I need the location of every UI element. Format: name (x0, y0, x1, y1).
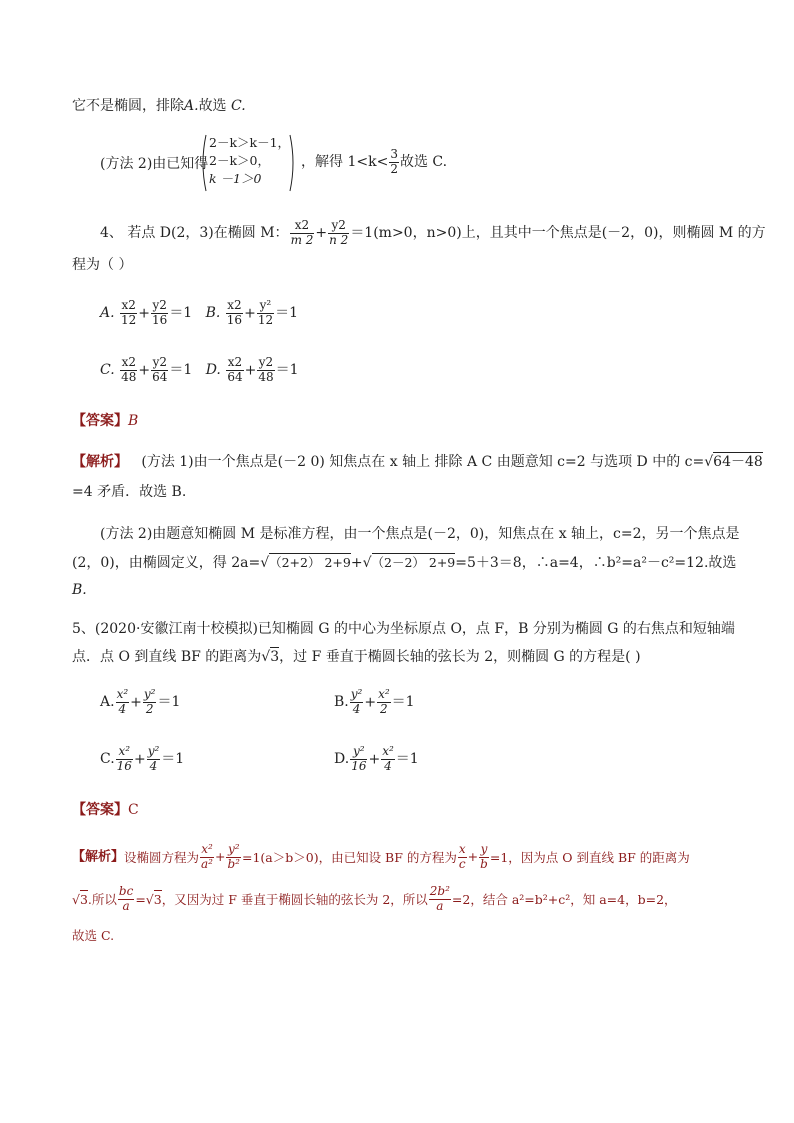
fraction: $\frac{\text{x²}}{4}$ (116, 687, 129, 716)
sqrt-icon: √ (260, 555, 270, 571)
sqrt-content: （2－2） 2+9 (371, 555, 456, 570)
option-b-label: B. (334, 693, 349, 710)
left-paren-icon (199, 134, 207, 192)
fraction: $\frac{y}{b}$ (480, 842, 488, 871)
q5-analysis-line-3: 故选 C. (72, 928, 115, 943)
option-d-label: D. (334, 750, 350, 767)
option-c-label: C. (100, 361, 115, 378)
question-4-line-2: 程为（ ） (72, 257, 133, 273)
q5-option-c: C. $\frac{\text{x²}}{16}$ + $\frac{\text{y²}}{4}$ ＝1 (100, 744, 185, 773)
text: =5＋3＝8，∴a=4，∴b²=a²－c²=12.故选 (455, 555, 737, 571)
option-c-label: C. (100, 750, 115, 767)
system-row-1: 2－k＞k－1， (209, 135, 291, 150)
text: 它不是椭圆，排除 (72, 98, 184, 114)
q5-option-a: A. $\frac{\text{x²}}{4}$ + $\frac{\text{y²}}{2}$ ＝1 (100, 687, 181, 716)
text: 点．点 O 到直线 BF 的距离为 (72, 649, 262, 665)
q5-analysis-line-1: 【解析】设椭圆方程为 $\frac{\text{x²}}{\text{a²}}$ + $\frac{\text{y²}}{\text{b²}}$ =1(a＞b＞0)，由已知设 BF 的方程为 $\frac{x}{c}$ + $\frac{y}{b}$ =1，因为点 O 到直线 BF 的距离为 (72, 842, 690, 871)
sqrt-icon: √ (362, 555, 372, 571)
q4-analysis-line-5: B. (72, 582, 87, 598)
fraction: $\frac{3}{2}$ (390, 147, 398, 176)
fraction: $\frac{bc}{a}$ (118, 884, 134, 913)
text-line-1 (72, 99, 246, 113)
fraction: $\frac{\text{x²}}{2}$ (378, 687, 390, 716)
q5-option-d: D. $\frac{\text{y²}}{16}$ + $\frac{\text{x²}}{4}$ ＝1 (334, 744, 419, 773)
equation-system (199, 134, 299, 192)
option-ref: A. (184, 98, 199, 114)
q4-analysis-line-3: (方法 2)由题意知椭圆 M 是标准方程，由一个焦点是(－2，0)，知焦点在 x 轴上，c=2，另一个焦点是 (100, 526, 740, 542)
fraction: $\frac{y2}{n 2}$ (329, 218, 349, 247)
method2-result (301, 148, 447, 177)
fraction: $\frac{y2}{16}$ (152, 298, 168, 327)
right-paren-icon (289, 134, 297, 192)
fraction: $\frac{\text{y²}}{16}$ (351, 744, 367, 773)
q5-analysis-line-2: √3.所以 $\frac{bc}{a}$ =√3，又因为过 F 垂直于椭圆长轴的弦长为 2，所以 $\frac{\text{2b²}}{a}$ =2，结合 a²=b²+c²，知 a=4，b=2， (72, 884, 677, 913)
fraction: $\frac{x2}{64}$ (227, 355, 243, 384)
question-5-line-2 (72, 650, 641, 664)
fraction: $\frac{\text{y²}}{12}$ (257, 298, 274, 327)
text: 故选 (198, 98, 227, 114)
answer-value: B (128, 413, 139, 429)
fraction: $\frac{\text{2b²}}{a}$ (429, 884, 450, 913)
q4-options-row-1: A. $\frac{x2}{12}$ + $\frac{y2}{16}$ ＝1 B. $\frac{x2}{16}$ + $\frac{\text{y²}}{12}$ ＝1 (100, 298, 299, 327)
q4-analysis-line-1 (72, 455, 763, 469)
sqrt-content: 3 (153, 891, 162, 907)
analysis-label: 【解析】 (72, 454, 128, 470)
sqrt-icon: √ (72, 891, 80, 907)
method2-prefix (100, 157, 208, 171)
option-a-label: A. (100, 693, 115, 710)
text: 4、 若点 D(2，3)在椭圆 M： (100, 224, 289, 241)
q5-option-b: B. $\frac{\text{y²}}{4}$ + $\frac{\text{x²}}{2}$ ＝1 (334, 687, 415, 716)
q4-options-row-2: C. $\frac{x2}{48}$ + $\frac{y2}{64}$ ＝1 D. $\frac{x2}{64}$ + $\frac{y2}{48}$ ＝1 (100, 355, 299, 384)
sqrt-content: 3 (270, 649, 280, 665)
option-b-label: B. (205, 304, 221, 321)
text: ＝1(m>0，n>0)上，且其中一个焦点是(－2，0)，则椭圆 M 的方 (350, 224, 766, 241)
text: (2，0)，由椭圆定义，得 2a= (72, 555, 261, 571)
text: ，解得 1<k< (301, 153, 389, 170)
fraction: $\frac{\text{x²}}{4}$ (382, 744, 394, 773)
text: ，过 F 垂直于椭圆长轴的弦长为 2，则椭圆 G 的方程是( ) (279, 649, 641, 665)
sqrt-icon: √ (145, 891, 154, 907)
q4-analysis-line-2: =4 矛盾．故选 B. (72, 484, 187, 500)
question-5-line-1: 5、(2020·安徽江南十校模拟)已知椭圆 G 的中心为坐标原点 O，点 F，B 分别为椭圆 G 的右焦点和短轴端 (72, 621, 735, 637)
fraction: $\frac{x2}{16}$ (226, 298, 243, 327)
sqrt-content: 64－48 (713, 454, 763, 470)
fraction: $\frac{\text{x²}}{16}$ (116, 744, 132, 773)
answer-label: 【答案】 (72, 413, 128, 429)
fraction: $\frac{x2}{48}$ (121, 355, 137, 384)
sqrt-icon: √ (261, 649, 271, 665)
sqrt-content: （2+2） 2+9 (269, 555, 351, 570)
system-row-3: k －1＞0 (209, 171, 262, 186)
fraction: $\frac{\text{y²}}{4}$ (350, 687, 363, 716)
option-ref: C. (231, 98, 246, 114)
fraction: $\frac{\text{y²}}{\text{b²}}$ (227, 842, 240, 871)
option-a-label: A. (100, 304, 115, 321)
fraction: $\frac{\text{x²}}{\text{a²}}$ (201, 842, 213, 871)
fraction: $\frac{x2}{m 2}$ (290, 218, 314, 247)
fraction: $\frac{y2}{48}$ (258, 355, 274, 384)
sqrt-content: 3 (79, 891, 88, 907)
fraction: $\frac{\text{y²}}{4}$ (147, 744, 160, 773)
option-d-label: D. (205, 361, 221, 378)
sqrt-icon: √ (704, 454, 714, 470)
q5-answer (72, 803, 139, 817)
answer-label: 【答案】 (72, 802, 128, 818)
analysis-label: 【解析】 (72, 849, 125, 865)
answer-value: C (128, 802, 139, 818)
q4-answer (72, 414, 138, 428)
q4-analysis-line-4: (2，0)，由椭圆定义，得 2a=√（2+2） 2+9+√（2－2） 2+9=5＋3＝8，∴a=4，∴b²=a²－c²=12.故选 (72, 555, 737, 571)
fraction: $\frac{x2}{12}$ (121, 298, 137, 327)
fraction: $\frac{y2}{64}$ (152, 355, 168, 384)
system-row-2: 2－k＞0， (209, 153, 270, 168)
text: (方法 1)由一个焦点是(－2 0) 知焦点在 x 轴上 排除 A C 由题意知 c=2 与选项 D 中的 c= (141, 454, 705, 470)
question-4-line-1: 4、 若点 D(2，3)在椭圆 M： $\frac{x2}{m 2}$ + $\frac{y2}{n 2}$ ＝1(m>0，n>0)上，且其中一个焦点是(－2，0)，则椭圆 M 的方 (100, 218, 766, 247)
fraction: $\frac{\text{y²}}{2}$ (143, 687, 156, 716)
text: (方法 2)由已知得 (100, 156, 209, 172)
fraction: $\frac{x}{c}$ (458, 842, 466, 871)
text: 故选 C. (399, 153, 448, 170)
